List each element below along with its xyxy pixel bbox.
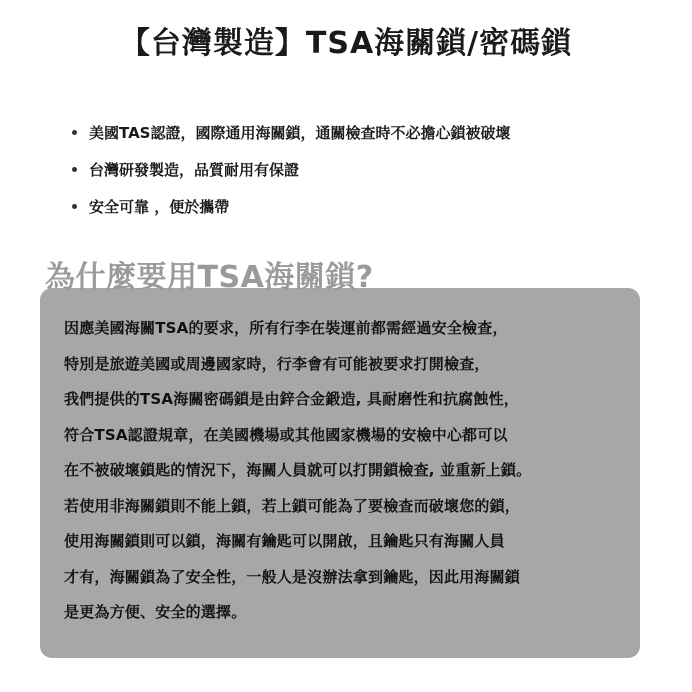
feature-item — [72, 159, 510, 179]
feature-text: 美國TAS認證，國際通用海關鎖，通關檢查時不必擔心鎖被破壞 — [89, 123, 511, 142]
paragraph-line: 才有，海關鎖為了安全性，一般人是沒辦法拿到鑰匙，因此用海關鎖 — [64, 567, 521, 586]
paragraph-line: 因應美國海關TSA的要求，所有行李在裝運前都需經過安全檢查， — [64, 319, 508, 337]
page-title: 【台灣製造】TSA海關鎖/密碼鎖 — [119, 26, 573, 61]
paragraph-line: 若使用非海關鎖則不能上鎖，若上鎖可能為了要檢查而破壞您的鎖， — [64, 496, 521, 515]
info-paragraph — [64, 316, 636, 636]
feature-item — [72, 196, 510, 216]
bullet-icon — [72, 167, 77, 172]
paragraph-line: 我們提供的TSA海關密碼鎖是由鋅合金鍛造, 具耐磨性和抗腐蝕性， — [64, 390, 519, 408]
feature-list — [72, 122, 510, 233]
section-heading: 為什麼要用TSA海關鎖? — [45, 260, 374, 295]
paragraph-line: 在不被破壞鎖匙的情況下，海關人員就可以打開鎖檢查, 並重新上鎖。 — [64, 461, 532, 479]
paragraph-line: 特別是旅遊美國或周邊國家時，行李會有可能被要求打開檢查， — [64, 354, 490, 373]
paragraph-line: 使用海關鎖則可以鎖，海關有鑰匙可以開啟，且鑰匙只有海關人員 — [64, 532, 505, 550]
feature-item — [72, 122, 510, 142]
bullet-icon — [72, 130, 77, 135]
feature-text: 安全可靠 ，便於攜帶 — [89, 197, 230, 216]
paragraph-line: 是更為方便、安全的選擇。 — [64, 603, 247, 621]
bullet-icon — [72, 204, 77, 209]
feature-text: 台灣研發製造，品質耐用有保證 — [89, 160, 300, 179]
paragraph-line: 符合TSA認證規章，在美國機場或其他國家機場的安檢中心都可以 — [64, 425, 508, 444]
